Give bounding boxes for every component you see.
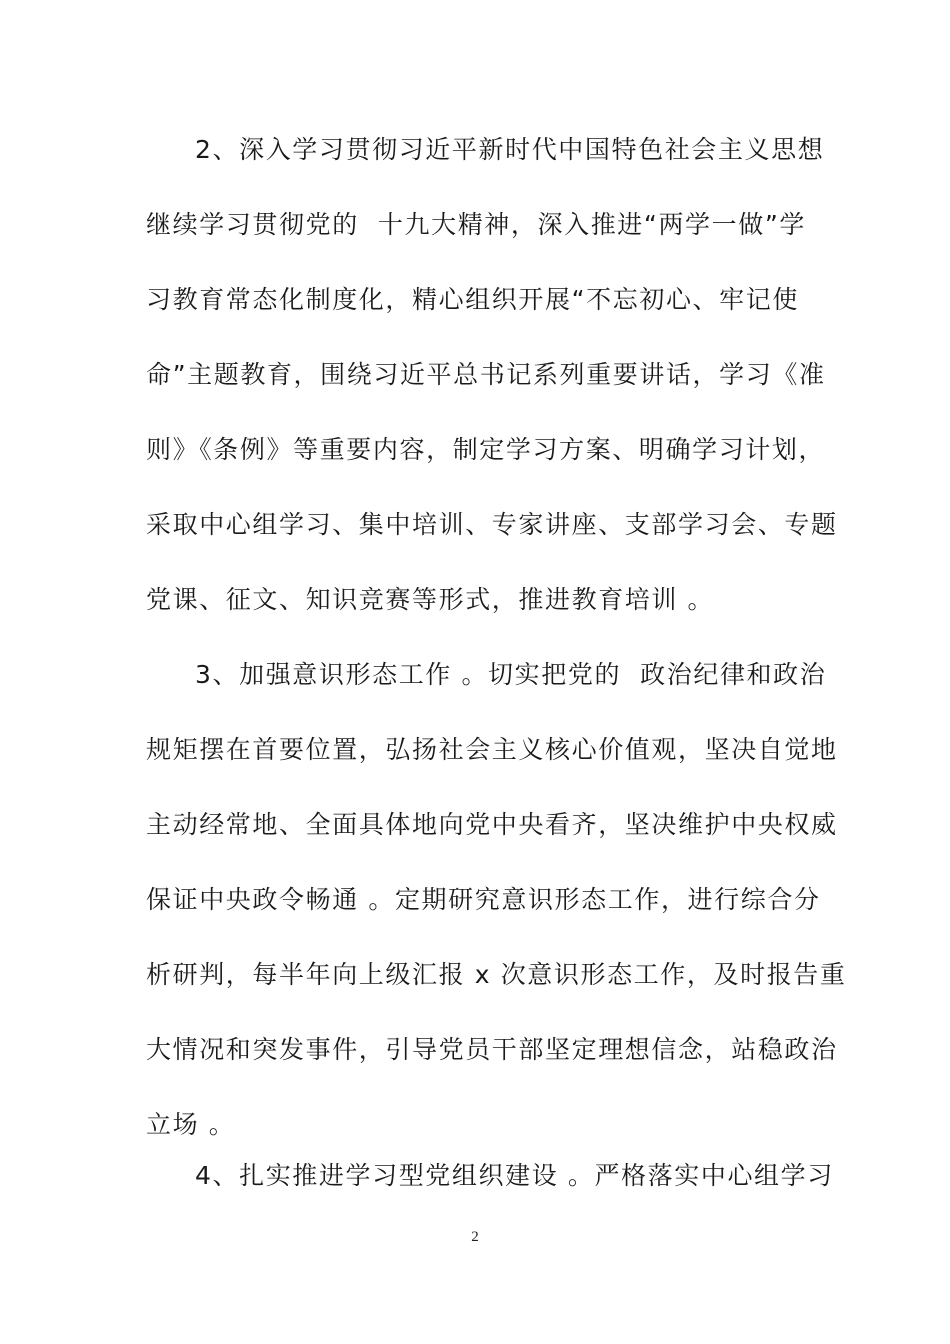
body-line: 主动经常地、全面具体地向党中央看齐，坚决维护中央权威	[146, 810, 838, 839]
body-line: 立场 。	[146, 1110, 236, 1139]
body-line: 习教育常态化制度化，精心组织开展“不忘初心、牢记使	[146, 285, 799, 314]
section-heading-2: 2、深入学习贯彻习近平新时代中国特色社会主义思想	[195, 135, 825, 164]
body-line: 保证中央政令畅通 。定期研究意识形态工作，进行综合分	[146, 885, 821, 914]
section-heading-4: 4、扎实推进学习型党组织建设 。严格落实中心组学习	[195, 1161, 834, 1190]
section-heading-3: 3、加强意识形态工作 。切实把党的 政治纪律和政治	[195, 660, 827, 689]
body-line: 党课、征文、知识竞赛等形式，推进教育培训 。	[146, 585, 715, 614]
body-line: 命”主题教育，围绕习近平总书记系列重要讲话，学习《准	[146, 360, 826, 389]
body-line: 继续学习贯彻党的 十九大精神，深入推进“两学一做”学	[146, 210, 806, 239]
body-line: 则》《条例》等重要内容，制定学习方案、明确学习计划，	[146, 435, 826, 464]
body-line: 采取中心组学习、集中培训、专家讲座、支部学习会、专题	[146, 510, 838, 539]
body-line: 大情况和突发事件，引导党员干部坚定理想信念，站稳政治	[146, 1035, 838, 1064]
page-number: 2	[471, 1229, 479, 1245]
body-line: 析研判，每半年向上级汇报 x 次意识形态工作，及时报告重	[146, 960, 847, 989]
body-line: 规矩摆在首要位置，弘扬社会主义核心价值观，坚决自觉地	[146, 735, 838, 764]
